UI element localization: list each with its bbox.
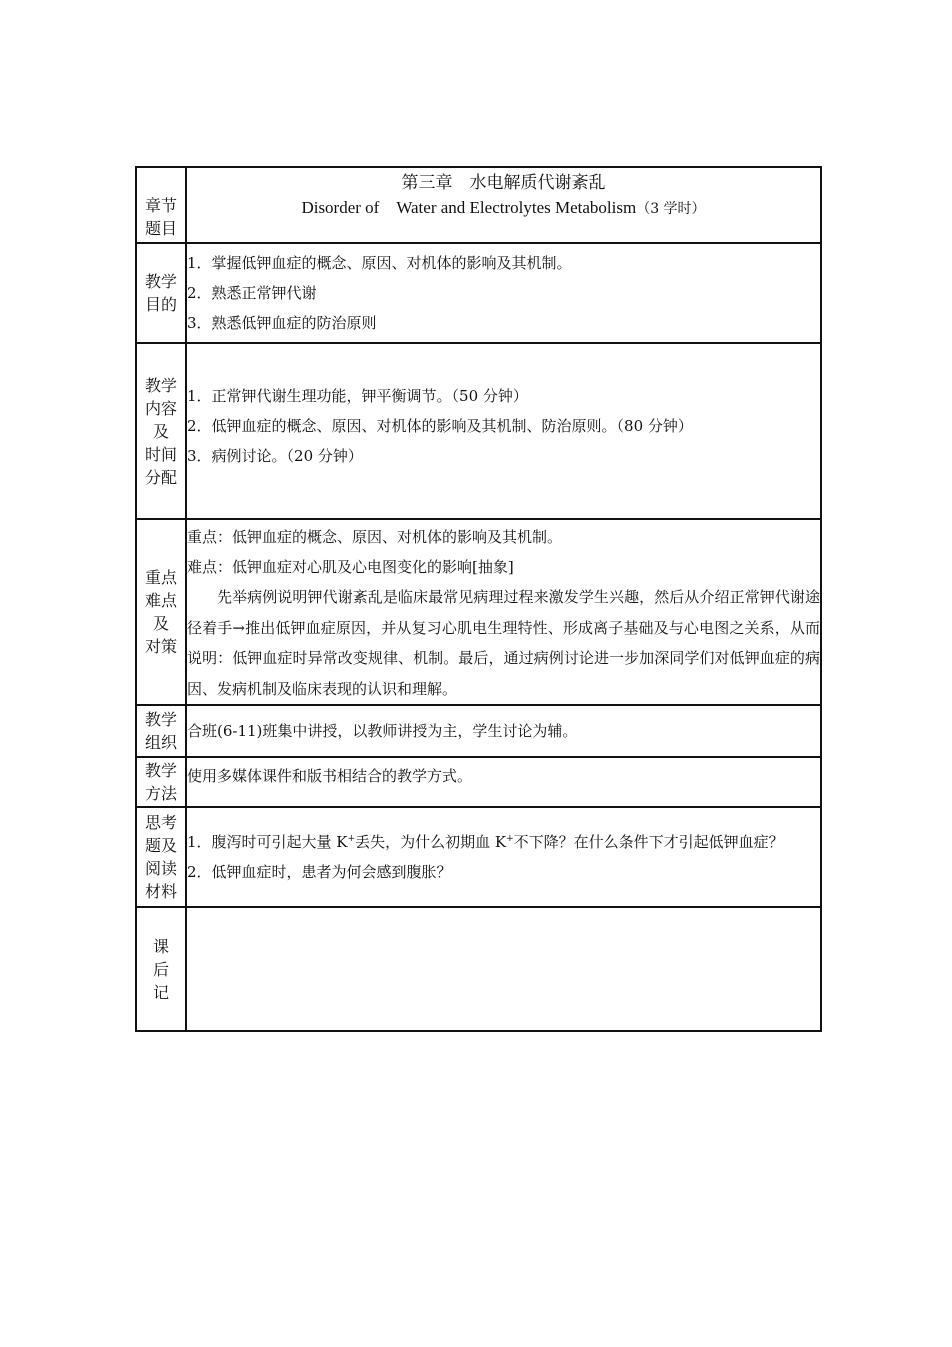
question-text: 不下降？在什么条件下才引起低钾血症？ — [513, 833, 784, 851]
row-organization — [136, 705, 821, 757]
row-content-time — [136, 343, 821, 519]
key-points-cell — [186, 519, 821, 705]
chapter-hours: （3 学时） — [636, 201, 706, 217]
row-objectives — [136, 243, 821, 343]
content-time-cell — [186, 343, 821, 519]
label-line: 组织 — [144, 733, 177, 752]
label-line: 目的 — [144, 295, 177, 314]
label-line: 重点 — [144, 568, 177, 587]
label-line: 方法 — [144, 784, 177, 803]
label-line: 题及 — [144, 836, 177, 855]
focus-text: 重点：低钾血症的概念、原因、对机体的影响及其机制。 — [187, 528, 563, 546]
label-method — [136, 757, 186, 807]
row-key-points — [136, 519, 821, 705]
content-item: 1．正常钾代谢生理功能，钾平衡调节。（50 分钟） — [187, 387, 528, 405]
label-notes — [136, 907, 186, 1031]
label-content-time — [136, 343, 186, 519]
label-line: 分配 — [144, 467, 177, 487]
chapter-title-en — [187, 195, 820, 222]
label-line: 及 — [152, 614, 169, 633]
label-organization — [136, 705, 186, 757]
question-item: 2．低钾血症时，患者为何会感到腹胀？ — [187, 863, 452, 881]
objective-item: 1．掌握低钾血症的概念、原因、对机体的影响及其机制。 — [187, 254, 572, 272]
content-item: 2．低钾血症的概念、原因、对机体的影响及其机制、防治原则。（80 分钟） — [187, 417, 693, 435]
chapter-title-cn: 第三章 水电解质代谢紊乱 — [401, 173, 606, 193]
row-method — [136, 757, 821, 807]
objective-item: 3．熟悉低钾血症的防治原则 — [187, 314, 377, 332]
label-line: 内容 — [144, 398, 177, 418]
chapter-title-en-text: Disorder of Water and Electrolytes Metabolism — [301, 198, 637, 217]
objectives-cell — [186, 243, 821, 343]
label-line: 题目 — [144, 219, 177, 238]
label-line: 课 — [152, 936, 169, 956]
lesson-plan-table — [135, 166, 822, 1032]
organization-cell — [186, 705, 821, 757]
question-text: 丢失，为什么初期血 K — [355, 833, 507, 851]
question-text: 1．腹泻时可引起大量 K — [187, 833, 348, 851]
label-objectives — [136, 243, 186, 343]
label-key-points — [136, 519, 186, 705]
label-line: 难点 — [144, 591, 177, 610]
label-line: 教学 — [144, 710, 177, 729]
label-line: 教学 — [144, 272, 177, 291]
organization-text: 合班(6-11)班集中讲授，以教师讲授为主，学生讨论为辅。 — [187, 722, 578, 740]
label-line: 阅读 — [144, 859, 177, 878]
row-questions — [136, 807, 821, 907]
method-text: 使用多媒体课件和版书相结合的教学方式。 — [187, 767, 473, 785]
label-line: 教学 — [144, 761, 177, 780]
superscript: + — [506, 834, 514, 844]
label-line: 对策 — [144, 637, 177, 656]
label-chapter-title — [136, 167, 186, 243]
label-line: 时间 — [144, 444, 177, 464]
label-line: 教学 — [144, 375, 177, 395]
label-line: 材料 — [144, 882, 177, 901]
label-line: 记 — [152, 982, 169, 1002]
question-item — [187, 827, 820, 857]
chapter-title-cell — [186, 167, 821, 243]
content-item: 3．病例讨论。（20 分钟） — [187, 447, 363, 465]
method-cell — [186, 757, 821, 807]
label-questions — [136, 807, 186, 907]
questions-cell — [186, 807, 821, 907]
label-line: 思考 — [144, 813, 177, 832]
row-notes — [136, 907, 821, 1031]
label-line: 后 — [152, 959, 169, 979]
superscript: + — [347, 834, 356, 844]
notes-cell — [186, 907, 821, 1031]
label-line: 及 — [152, 421, 169, 441]
difficulty-text: 难点：低钾血症对心肌及心电图变化的影响[抽象] — [187, 558, 514, 576]
label-line: 章节 — [144, 196, 177, 215]
strategy-text: 先举病例说明钾代谢紊乱是临床最常见病理过程来激发学生兴趣，然后从介绍正常钾代谢途径着手→推出低钾血症原因，并从复习心肌电生理特性、形成离子基础及与心电图之关系，从而说明：低钾血症时异常改变规律、机制。最后，通过病例讨论进一步加深同学们对低钾血症的病因、发病机制及临床表现的认识和理解。 — [187, 588, 820, 698]
row-chapter-title — [136, 167, 821, 243]
objective-item: 2．熟悉正常钾代谢 — [187, 284, 317, 302]
